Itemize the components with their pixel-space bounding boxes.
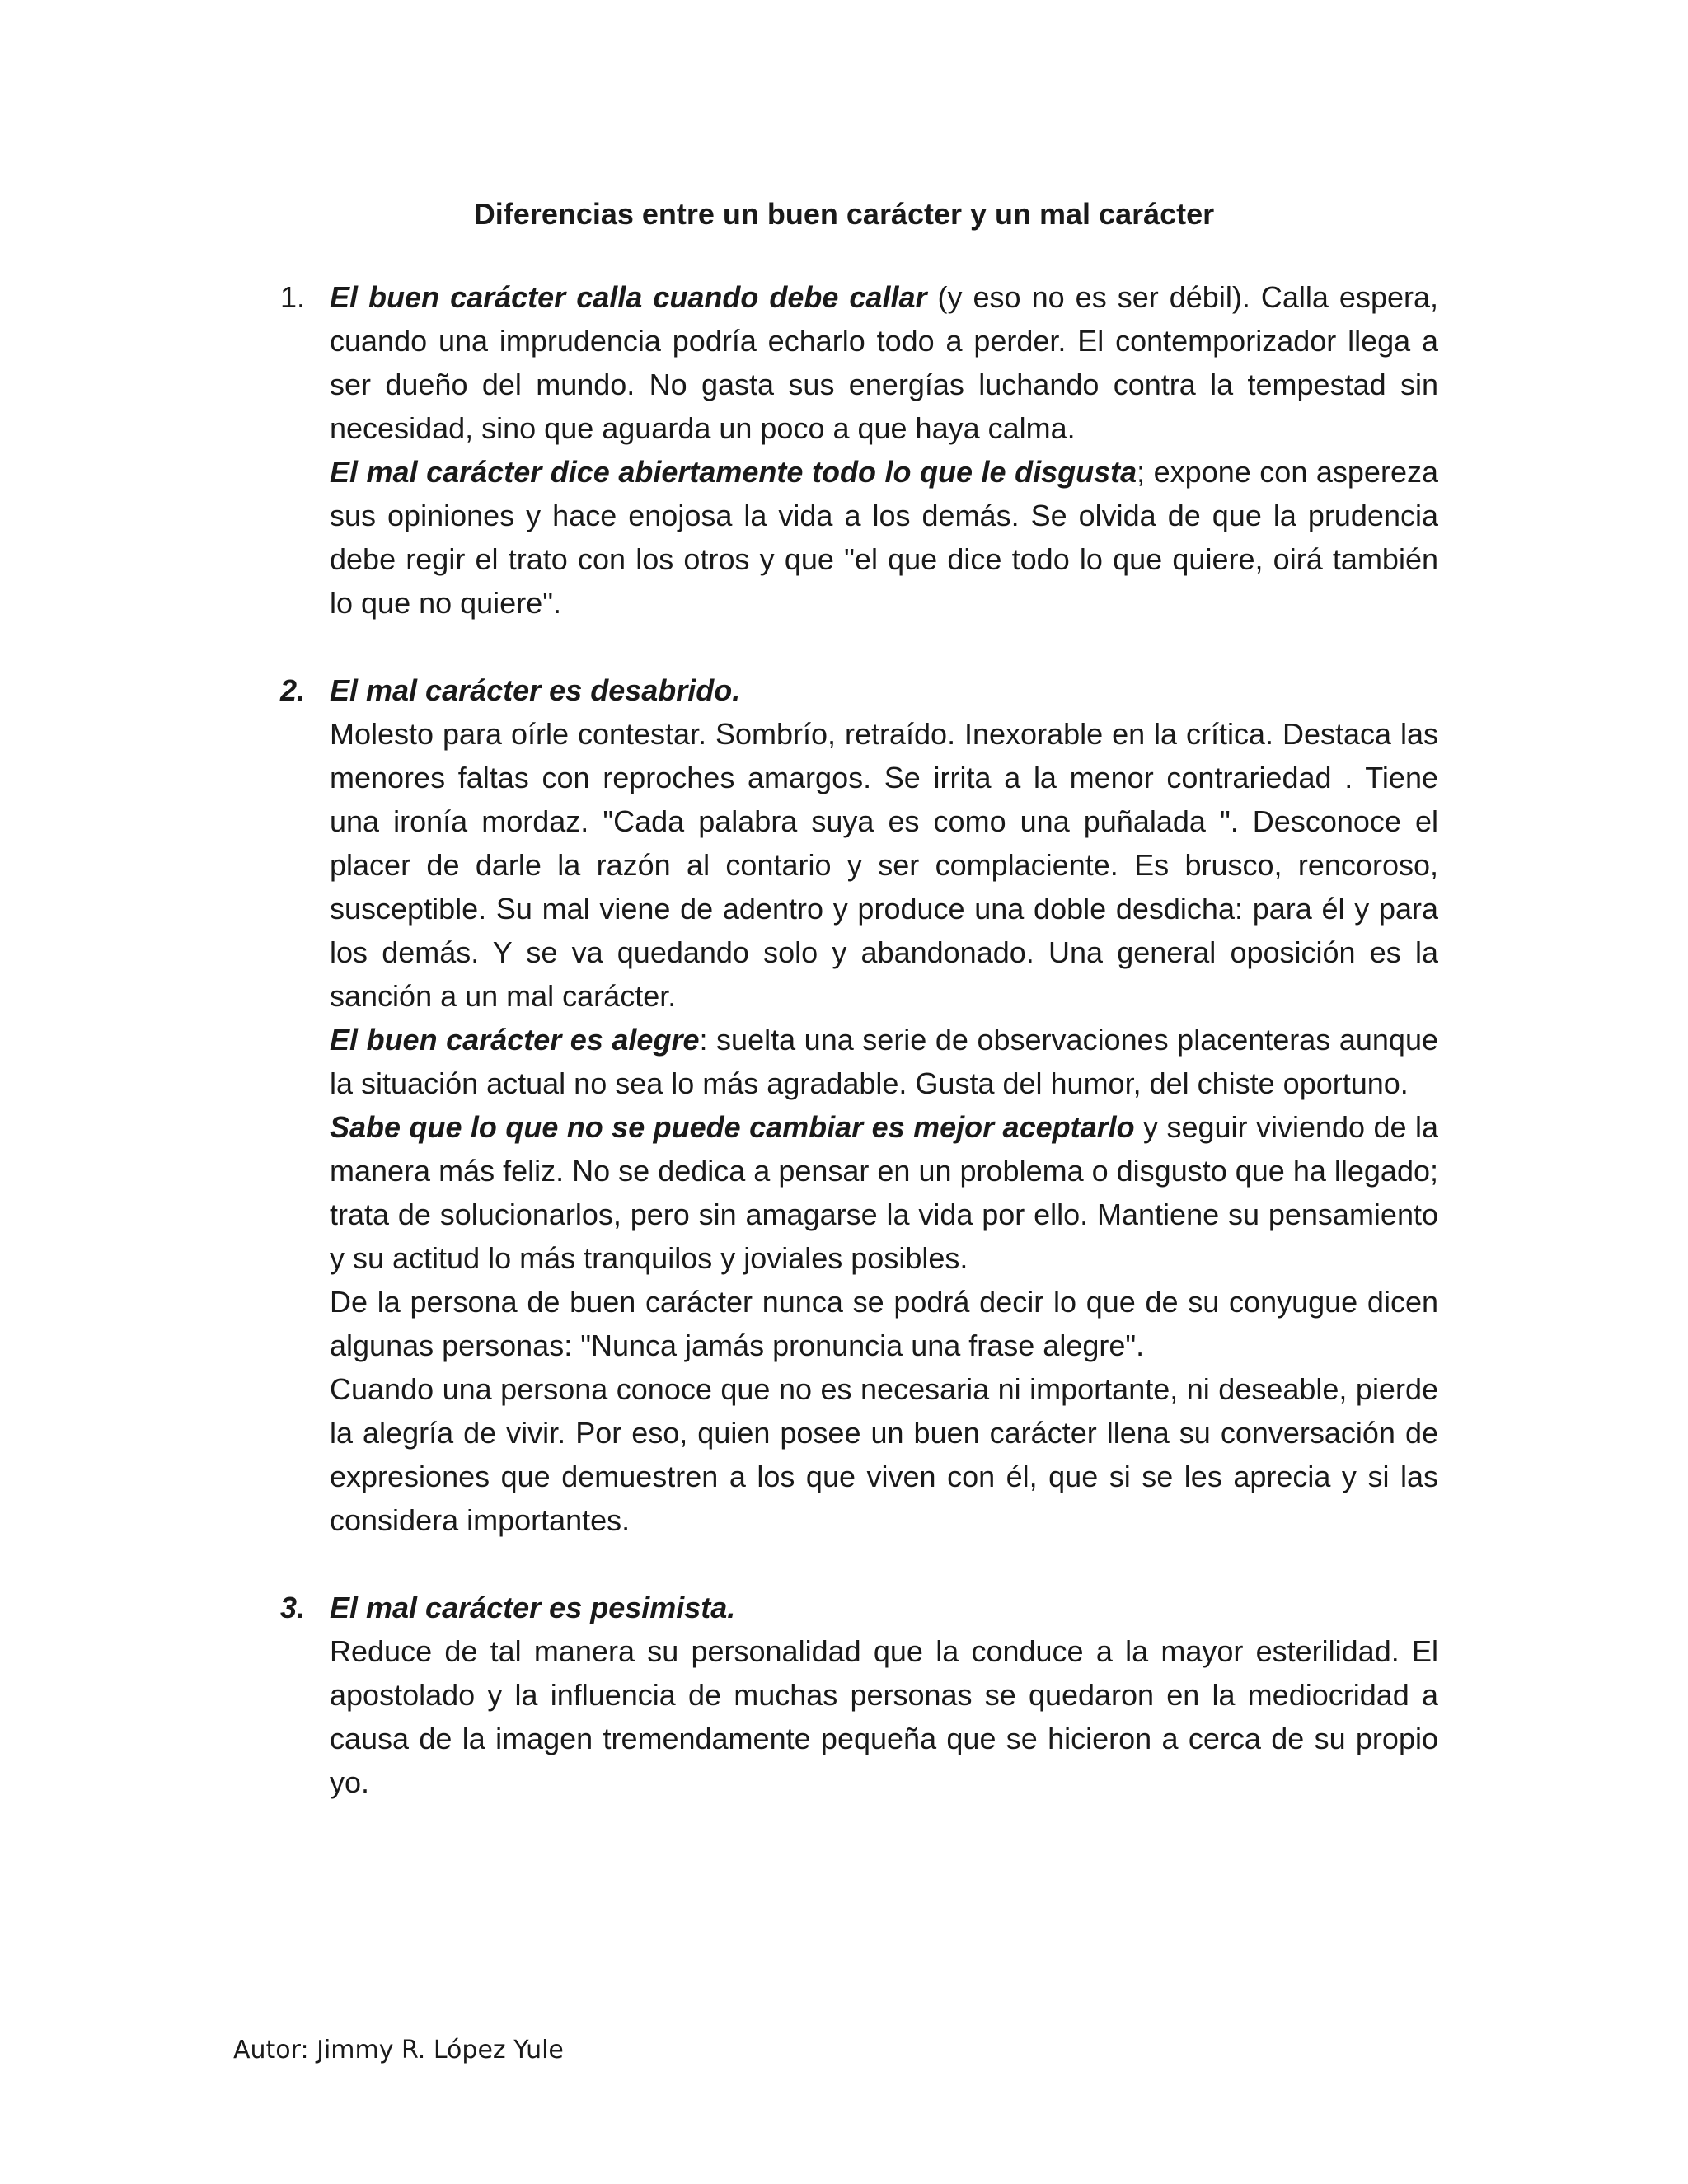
- list-item: [0, 275, 1688, 625]
- paragraph-lead: El mal carácter dice abiertamente todo lo que le disgusta: [330, 455, 1137, 489]
- paragraph: [330, 712, 1438, 1018]
- document-title: Diferencias entre un buen carácter y un mal carácter: [473, 197, 1215, 231]
- paragraph: [330, 1629, 1438, 1804]
- paragraph: [330, 450, 1438, 625]
- paragraph-text: : suelta una serie de observaciones placenteras aunque la situación actual no sea lo más agradable. Gusta del humor, del chiste oportuno.: [330, 1023, 1438, 1100]
- paragraph: [330, 1018, 1438, 1105]
- paragraph-lead: El buen carácter es alegre: [330, 1023, 700, 1057]
- paragraph: [330, 1280, 1438, 1367]
- paragraph: [330, 1105, 1438, 1280]
- paragraph-text: Molesto para oírle contestar. Sombrío, retraído. Inexorable en la crítica. Destaca las menores faltas con reproches amargos. Se irrita a la menor contrariedad . Tiene una ironía mordaz. "Cada palabra suya es como una puñalada ". Desconoce el placer de darle la razón al contario y ser complaciente. Es brusco, rencoroso, susceptible. Su mal viene de adentro y produce una doble desdicha: para él y para los demás. Y se va quedando solo y abandonado. Una general oposición es la sanción a un mal carácter.: [330, 717, 1438, 1013]
- paragraph: [330, 275, 1438, 450]
- paragraph-lead: El buen carácter calla cuando debe callar: [330, 280, 927, 314]
- paragraph-text: y seguir viviendo de la manera más feliz. No se dedica a pensar en un problema o disgusto que ha llegado; trata de solucionarlos, pero sin amagarse la vida por ello. Mantiene su pensamiento y su actitud lo más tranquilos y joviales posibles.: [330, 1110, 1438, 1275]
- item-number: 2.: [280, 673, 306, 707]
- paragraph-text: Cuando una persona conoce que no es necesaria ni importante, ni deseable, pierde la alegría de vivir. Por eso, quien posee un buen carácter llena su conversación de expresiones que demuestren a los que viven con él, que si se les aprecia y si las considera importantes.: [330, 1372, 1438, 1537]
- author-footer: Autor: Jimmy R. López Yule: [233, 2036, 564, 2064]
- list-item: [0, 1586, 1688, 1804]
- item-number: 1.: [280, 280, 306, 314]
- paragraph-text: ; expone con aspereza sus opiniones y hace enojosa la vida a los demás. Se olvida de que la prudencia debe regir el trato con los otros y que "el que dice todo lo que quiere, oirá también lo que no quiere".: [330, 455, 1438, 620]
- paragraph: [330, 1586, 1438, 1629]
- paragraph-lead: Sabe que lo que no se puede cambiar es mejor aceptarlo: [330, 1110, 1135, 1144]
- paragraph: [330, 1367, 1438, 1542]
- paragraph-lead: El mal carácter es desabrido.: [330, 673, 741, 707]
- paragraph: [330, 668, 1438, 712]
- numbered-list: [0, 275, 1688, 1848]
- paragraph-text: Reduce de tal manera su personalidad que la conduce a la mayor esterilidad. El apostolado y la influencia de muchas personas se quedaron en la mediocridad a causa de la imagen tremendamente pequeña que se hicieron a cerca de su propio yo.: [330, 1634, 1438, 1799]
- paragraph-text: De la persona de buen carácter nunca se podrá decir lo que de su conyugue dicen algunas personas: "Nunca jamás pronuncia una frase alegre".: [330, 1285, 1438, 1362]
- item-number: 3.: [280, 1591, 306, 1624]
- list-item: [0, 668, 1688, 1542]
- paragraph-lead: El mal carácter es pesimista.: [330, 1591, 736, 1624]
- paragraph-text: (y eso no es ser débil). Calla espera, cuando una imprudencia podría echarlo todo a perder. El contemporizador llega a ser dueño del mundo. No gasta sus energías luchando contra la tempestad sin necesidad, sino que aguarda un poco a que haya calma.: [330, 280, 1438, 445]
